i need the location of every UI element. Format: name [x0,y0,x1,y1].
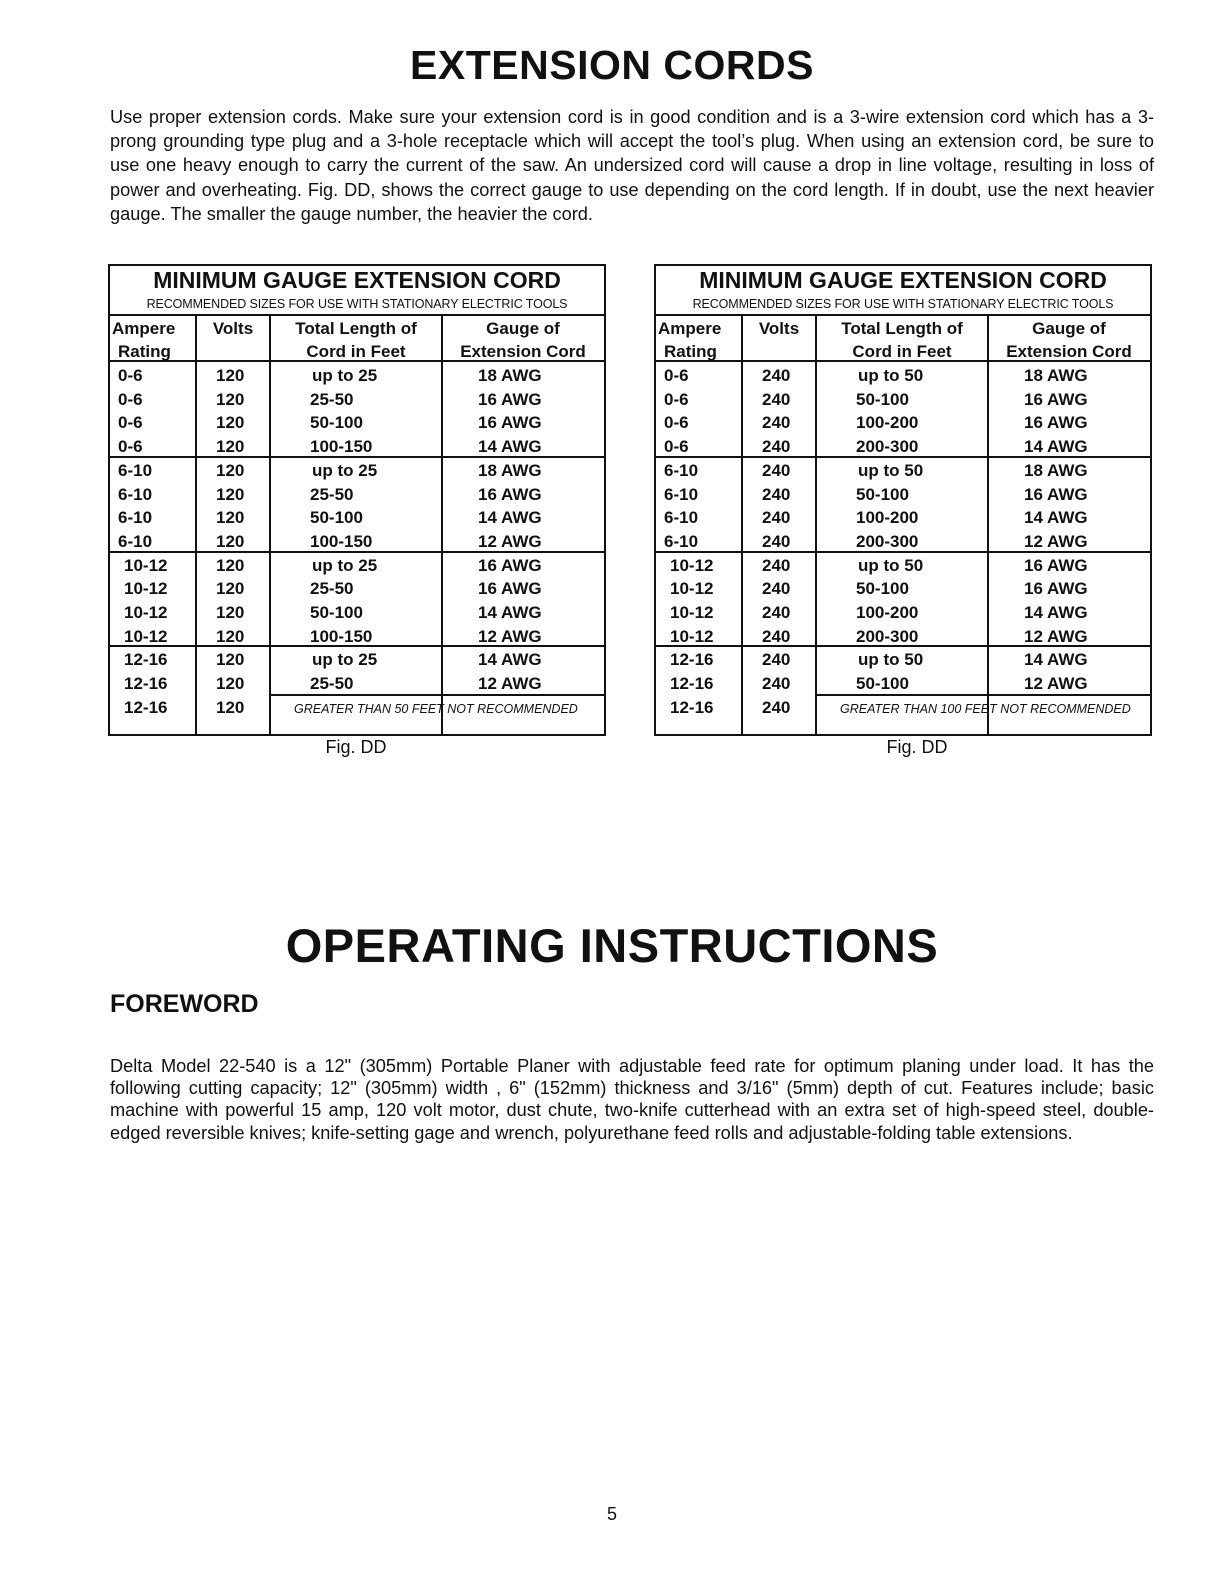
header-volts: Volts [758,319,800,338]
column-divider [195,314,197,734]
table-row [110,483,604,507]
cell-ampere: 6-10 [118,508,153,528]
cell-volts: 240 [762,555,791,575]
table-subtitle: RECOMMENDED SIZES FOR USE WITH STATIONARY ELECTRIC TOOLS [692,297,1114,311]
cell-ampere: 12-16 [670,674,714,694]
cell-volts: 120 [216,413,245,433]
cell-volts: 240 [762,389,791,409]
cell-gauge: 14 AWG [1024,650,1088,670]
cell-length: 25-50 [310,579,354,599]
cell-volts: 120 [216,674,245,694]
cell-ampere: 10-12 [124,555,168,575]
cell-length: up to 25 [312,366,378,385]
cell-gauge: 14 AWG [478,650,542,670]
cell-ampere: 10-12 [670,603,714,622]
cell-gauge: 12 AWG [1024,674,1088,694]
cell-ampere: 10-12 [124,579,168,599]
cell-gauge: 14 AWG [1024,508,1088,528]
cell-length: 25-50 [310,389,354,409]
cell-length: 200-300 [856,437,919,457]
cell-volts: 240 [762,531,791,551]
table-row [110,648,604,672]
cell-length: 50-100 [856,579,909,599]
cell-volts: 120 [216,626,245,646]
cell-volts: 120 [216,460,245,480]
header-length-line2: Cord in Feet [852,342,952,361]
table-row [656,411,1150,435]
cell-ampere: 10-12 [670,626,714,646]
cell-length: up to 25 [312,460,378,480]
cell-gauge: 16 AWG [1024,555,1088,575]
cell-volts: 240 [762,579,791,599]
cell-ampere: 10-12 [124,603,168,622]
cell-length: 100-200 [856,413,919,433]
header-ampere-rating [658,316,742,362]
cell-length: up to 25 [312,650,378,670]
cell-volts: 240 [762,460,791,480]
cell-volts: 240 [762,674,791,694]
cell-length: 50-100 [310,603,363,622]
header-length-line1: Total Length of [295,319,417,338]
header-length-line1: Total Length of [841,319,963,338]
cell-ampere: 6-10 [664,508,699,528]
cell-gauge: 12 AWG [1024,531,1088,551]
cell-volts: 240 [762,626,791,646]
cell-ampere: 0-6 [118,366,143,385]
cell-length: up to 50 [858,555,924,575]
table-row [110,364,604,388]
cell-volts: 240 [762,413,791,433]
cell-ampere: 0-6 [118,389,143,409]
cell-volts: 240 [762,508,791,528]
table-row [110,459,604,483]
header-ampere-rating [112,316,196,362]
cell-length: 100-200 [856,603,919,622]
page-title: EXTENSION CORDS [410,42,814,88]
figure-label-240v: Fig. DD [886,737,948,757]
cell-volts: 240 [762,437,791,457]
header-rating: Rating [118,342,171,361]
cell-volts: 120 [216,650,245,670]
cell-volts: 120 [216,603,245,622]
table-header-row [656,314,1150,362]
cell-length: 50-100 [310,413,363,433]
cell-ampere: 10-12 [670,579,714,599]
cell-volts: 240 [762,366,791,385]
cell-ampere: 0-6 [118,413,143,433]
gauge-table-120v [108,264,606,736]
cell-volts: 120 [216,555,245,575]
note-divider [269,694,604,696]
cell-gauge: 14 AWG [478,603,542,622]
cell-gauge: 12 AWG [478,531,542,551]
column-divider [269,314,271,734]
cell-ampere: 6-10 [118,484,153,504]
cell-gauge: 16 AWG [478,555,542,575]
cell-ampere: 0-6 [664,366,689,385]
header-volts: Volts [212,319,254,338]
cell-gauge: 16 AWG [478,413,542,433]
table-row [656,459,1150,483]
cell-length: 100-150 [310,531,373,551]
header-gauge-line2: Extension Cord [1006,342,1132,361]
cell-gauge: 18 AWG [478,460,542,480]
cell-length: 200-300 [856,626,919,646]
cell-ampere: 0-6 [664,389,689,409]
cell-ampere: 6-10 [664,484,699,504]
cell-volts: 120 [216,508,245,528]
header-ampere: Ampere [112,319,176,338]
header-total-length [270,316,442,362]
cell-volts: 240 [762,650,791,670]
cell-length: 100-150 [310,437,373,457]
group-divider [656,645,1150,647]
header-ampere: Ampere [658,319,722,338]
cell-gauge: 16 AWG [478,484,542,504]
cell-ampere: 0-6 [664,413,689,433]
table-row [656,388,1150,412]
header-rating: Rating [664,342,717,361]
table-row [656,364,1150,388]
cell-volts: 120 [216,389,245,409]
cell-volts: 120 [216,579,245,599]
cell-ampere: 6-10 [118,460,153,480]
cell-gauge: 16 AWG [1024,484,1088,504]
table-row [656,577,1150,601]
cell-length: 50-100 [856,484,909,504]
table-row [656,483,1150,507]
table-header-row [110,314,604,362]
cell-gauge: 16 AWG [1024,389,1088,409]
cell-ampere: 12-16 [124,674,168,694]
foreword-heading: FOREWORD [110,990,259,1018]
extension-cords-intro: Use proper extension cords. Make sure your extension cord is in good condition and is a 3-wire extension cord which has a 3-prong grounding type plug and a 3-hole receptacle which will accept the tool’s plug. When using an extension cord, be sure to use one heavy enough to carry the current of the saw. An undersized cord will cause a drop in line voltage, resulting in loss of power and overheating. Fig. DD, shows the correct gauge to use depending on the cord length. If in doubt, use the next heavier gauge. The smaller the gauge number, the heavier the cord. [110,107,1154,224]
gauge-divider-partial [441,314,443,694]
cell-ampere: 10-12 [670,555,714,575]
table-row [110,601,604,625]
column-divider [815,314,817,734]
cell-volts: 240 [762,697,791,717]
gauge-table-240v [654,264,1152,736]
cell-gauge: 16 AWG [1024,579,1088,599]
cell-length: up to 50 [858,460,924,480]
cell-length: 50-100 [856,389,909,409]
table-subtitle: RECOMMENDED SIZES FOR USE WITH STATIONARY ELECTRIC TOOLS [146,297,568,311]
table-row [110,411,604,435]
header-gauge-line1: Gauge of [1032,319,1106,338]
cell-gauge: 14 AWG [478,508,542,528]
group-divider [110,456,604,458]
cell-gauge: 14 AWG [1024,437,1088,457]
cell-ampere: 6-10 [664,531,699,551]
cell-ampere: 10-12 [124,626,168,646]
table-row [110,577,604,601]
cell-volts: 240 [762,484,791,504]
cell-length: 25-50 [310,674,354,694]
operating-instructions-title: OPERATING INSTRUCTIONS [285,919,939,972]
cell-gauge: 14 AWG [1024,603,1088,622]
cell-gauge: 14 AWG [478,437,542,457]
table-row [656,601,1150,625]
cell-gauge: 12 AWG [478,674,542,694]
group-divider [656,456,1150,458]
cell-length: 200-300 [856,531,919,551]
cell-ampere: 12-16 [670,697,714,717]
group-divider [110,645,604,647]
cell-length: 100-150 [310,626,373,646]
cell-volts: 120 [216,366,245,385]
table-title: MINIMUM GAUGE EXTENSION CORD [699,267,1107,293]
table-row [110,672,604,696]
figure-label-120v: Fig. DD [325,737,387,757]
table-row [656,672,1150,696]
cell-length: 25-50 [310,484,354,504]
cell-gauge: 18 AWG [1024,460,1088,480]
table-title: MINIMUM GAUGE EXTENSION CORD [153,267,561,293]
column-divider [741,314,743,734]
cell-gauge: 18 AWG [1024,366,1088,385]
cell-gauge: 16 AWG [478,579,542,599]
cell-volts: 120 [216,437,245,457]
header-length-line2: Cord in Feet [306,342,406,361]
cell-volts: 240 [762,603,791,622]
table-row [656,506,1150,530]
cell-gauge: 12 AWG [1024,626,1088,646]
cell-gauge: 16 AWG [478,389,542,409]
note-divider [815,694,1150,696]
header-gauge-line1: Gauge of [486,319,560,338]
cell-length: up to 25 [312,555,378,575]
cell-ampere: 12-16 [124,697,168,717]
cell-ampere: 12-16 [124,650,168,670]
header-gauge [988,316,1150,362]
cell-ampere: 0-6 [118,437,143,457]
cell-length: up to 50 [858,650,924,670]
table-row [110,388,604,412]
cell-volts: 120 [216,697,245,717]
not-recommended-note: GREATER THAN 100 FEET NOT RECOMMENDED [840,701,1131,716]
cell-volts: 120 [216,484,245,504]
cell-length: 50-100 [310,508,363,528]
cell-length: 100-200 [856,508,919,528]
group-divider [656,551,1150,553]
table-row [110,506,604,530]
cell-volts: 120 [216,531,245,551]
table-row [110,554,604,578]
cell-length: up to 50 [858,366,924,385]
cell-gauge: 12 AWG [478,626,542,646]
header-total-length [816,316,988,362]
foreword-text: Delta Model 22-540 is a 12" (305mm) Portable Planer with adjustable feed rate for optimum planing under load. It has the following cutting capacity; 12" (305mm) width , 6" (152mm) thickness and 3/16" (5mm) depth of cut. Features include; basic machine with powerful 15 amp, 120 volt motor, dust chute, two-knife cutterhead with an extra set of high-speed steel, double-edged reversible knives; knife-setting gage and wrench, polyurethane feed rolls and adjustable-folding table extensions. [110,1056,1154,1143]
not-recommended-note: GREATER THAN 50 FEET NOT RECOMMENDED [294,701,578,716]
header-gauge [442,316,604,362]
cell-gauge: 18 AWG [478,366,542,385]
cell-ampere: 6-10 [118,531,153,551]
table-row [656,648,1150,672]
group-divider [110,551,604,553]
cell-ampere: 0-6 [664,437,689,457]
page-number: 5 [606,1504,617,1524]
gauge-divider-partial [987,314,989,694]
cell-ampere: 6-10 [664,460,699,480]
cell-gauge: 16 AWG [1024,413,1088,433]
header-gauge-line2: Extension Cord [460,342,586,361]
cell-length: 50-100 [856,674,909,694]
table-row [656,554,1150,578]
cell-ampere: 12-16 [670,650,714,670]
